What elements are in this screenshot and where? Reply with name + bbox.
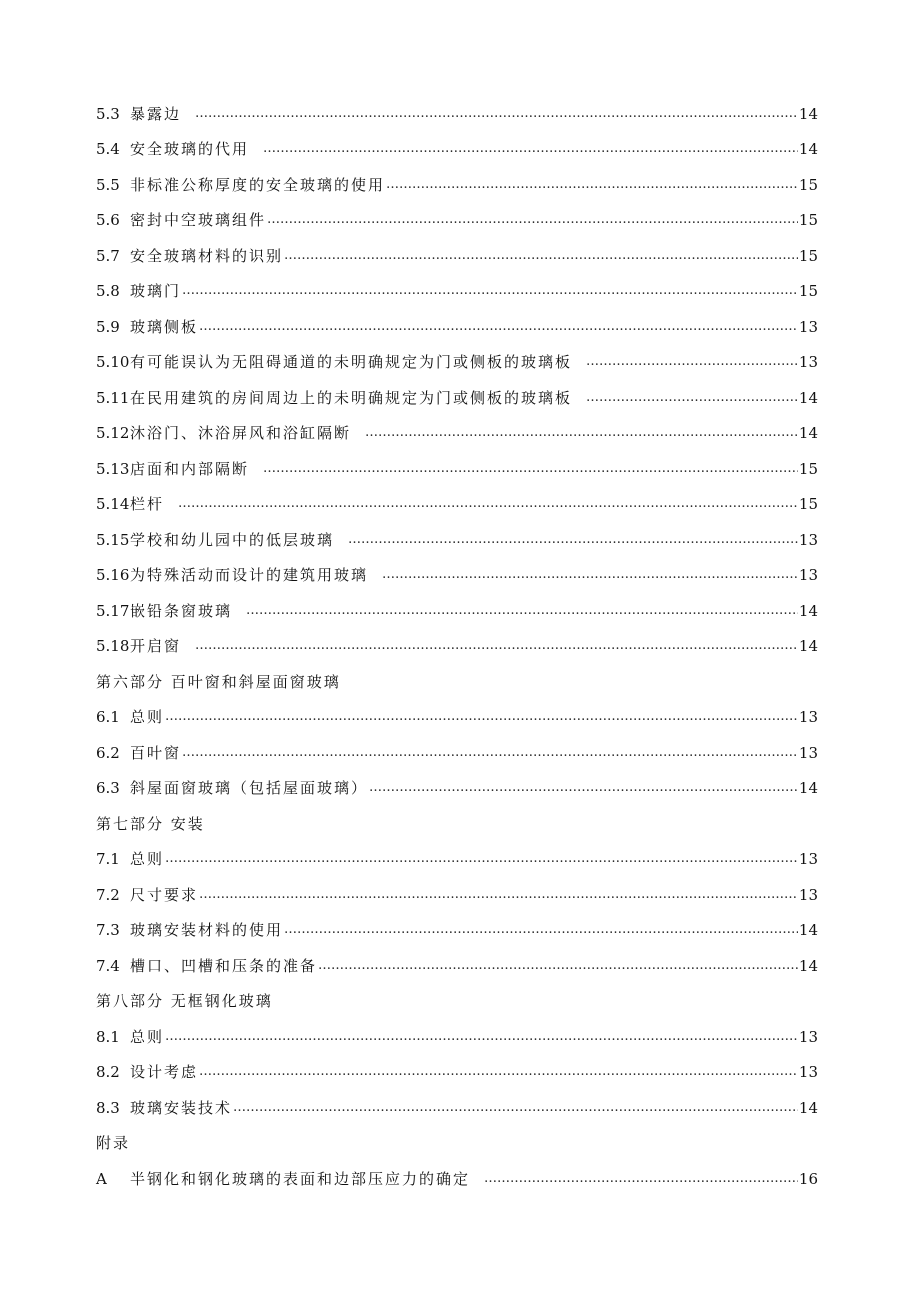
toc-entry[interactable] bbox=[96, 621, 818, 657]
toc-dot-leader bbox=[199, 885, 798, 905]
toc-entry-number: 6.2 bbox=[96, 743, 120, 762]
toc-entry-text: 暴露边 bbox=[130, 104, 182, 123]
toc-entry-text: 第八部分 无框钢化玻璃 bbox=[96, 992, 273, 1010]
toc-dot-leader bbox=[586, 352, 798, 372]
toc-section-heading bbox=[96, 976, 818, 1012]
toc-entry-title bbox=[96, 565, 368, 585]
toc-page-number: 14 bbox=[798, 601, 818, 620]
toc-entry-title bbox=[96, 885, 198, 905]
toc-dot-leader bbox=[195, 636, 798, 656]
toc-dot-leader bbox=[165, 1027, 798, 1047]
toc-entry[interactable] bbox=[96, 266, 818, 302]
toc-entry-number: 5.15 bbox=[96, 530, 130, 549]
toc-dot-leader bbox=[199, 1062, 798, 1082]
toc-entry-number: 7.4 bbox=[96, 956, 120, 975]
toc-entry-title bbox=[96, 956, 317, 976]
toc-page-number: 13 bbox=[798, 743, 818, 762]
toc-entry-number: 6.3 bbox=[96, 779, 120, 797]
toc-page-number: 14 bbox=[798, 424, 818, 442]
toc-dot-leader bbox=[246, 601, 798, 621]
toc-entry-text: 设计考虑 bbox=[130, 1063, 199, 1081]
toc-page-number: 14 bbox=[798, 140, 818, 158]
toc-entry[interactable] bbox=[96, 763, 818, 799]
toc-entry-text: 总则 bbox=[130, 850, 165, 868]
toc-entry[interactable] bbox=[96, 1082, 818, 1118]
toc-entry[interactable] bbox=[96, 1011, 818, 1047]
toc-entry-title bbox=[96, 778, 368, 798]
toc-entry[interactable] bbox=[96, 1153, 818, 1189]
toc-entry-text: 店面和内部隔断 bbox=[130, 459, 250, 478]
toc-entry-text: 槽口、凹槽和压条的准备 bbox=[130, 956, 318, 975]
toc-entry[interactable] bbox=[96, 159, 818, 195]
toc-entry-number: 5.12 bbox=[96, 424, 130, 442]
toc-entry-title bbox=[96, 246, 283, 266]
toc-entry-number: 5.17 bbox=[96, 601, 130, 620]
toc-page-number: 13 bbox=[798, 530, 818, 549]
toc-entry-text: 斜屋面窗玻璃（包括屋面玻璃） bbox=[130, 779, 369, 797]
toc-entry-text: 玻璃安装技术 bbox=[130, 1098, 233, 1117]
toc-dot-leader bbox=[484, 1169, 798, 1189]
toc-dot-leader bbox=[165, 849, 798, 869]
toc-dot-leader bbox=[348, 530, 798, 550]
toc-section-heading bbox=[96, 1118, 818, 1154]
toc-entry[interactable] bbox=[96, 514, 818, 550]
toc-entry[interactable] bbox=[96, 905, 818, 941]
toc-entry-text: 非标准公称厚度的安全玻璃的使用 bbox=[130, 175, 386, 194]
toc-entry-number: A bbox=[96, 1169, 107, 1188]
toc-entry-number: 5.11 bbox=[96, 388, 130, 407]
toc-dot-leader bbox=[318, 956, 798, 976]
toc-entry[interactable] bbox=[96, 479, 818, 515]
toc-dot-leader bbox=[199, 317, 798, 337]
toc-entry-title bbox=[96, 352, 572, 372]
toc-page-number: 14 bbox=[798, 956, 818, 975]
toc-entry-title bbox=[96, 423, 351, 443]
toc-entry-number: 5.16 bbox=[96, 566, 130, 584]
toc-dot-leader bbox=[182, 743, 798, 763]
toc-entry[interactable] bbox=[96, 550, 818, 586]
toc-entry[interactable] bbox=[96, 337, 818, 373]
toc-dot-leader bbox=[233, 1098, 798, 1118]
toc-entry[interactable] bbox=[96, 195, 818, 231]
toc-dot-leader bbox=[284, 920, 798, 940]
toc-entry[interactable] bbox=[96, 408, 818, 444]
toc-entry-number: 5.7 bbox=[96, 246, 120, 265]
toc-entry-title bbox=[96, 1133, 130, 1153]
toc-dot-leader bbox=[182, 281, 798, 301]
toc-entry-title bbox=[96, 707, 164, 727]
toc-entry-title bbox=[96, 814, 205, 834]
toc-section-heading bbox=[96, 798, 818, 834]
toc-entry-number: 5.4 bbox=[96, 140, 120, 158]
toc-entry-text: 总则 bbox=[130, 708, 165, 726]
toc-entry-number: 5.3 bbox=[96, 104, 120, 123]
toc-entry-text: 密封中空玻璃组件 bbox=[130, 211, 267, 229]
toc-entry-number: 7.1 bbox=[96, 850, 120, 868]
toc-entry-text: 玻璃安装材料的使用 bbox=[130, 921, 284, 939]
toc-dot-leader bbox=[267, 210, 798, 230]
toc-page-number: 15 bbox=[798, 175, 818, 194]
toc-dot-leader bbox=[382, 565, 798, 585]
toc-entry-title bbox=[96, 104, 181, 124]
toc-entry-text: 总则 bbox=[130, 1027, 165, 1046]
toc-page-number: 14 bbox=[798, 1098, 818, 1117]
toc-dot-leader bbox=[586, 388, 798, 408]
toc-entry-title bbox=[96, 1062, 198, 1082]
toc-entry-title bbox=[96, 672, 341, 692]
toc-page-number: 13 bbox=[798, 1063, 818, 1081]
toc-dot-leader bbox=[284, 246, 798, 266]
toc-entry-text: 玻璃侧板 bbox=[130, 317, 199, 336]
toc-entry-number: 5.5 bbox=[96, 175, 120, 194]
toc-entry-number: 5.8 bbox=[96, 282, 120, 300]
toc-entry-number: 7.3 bbox=[96, 921, 120, 939]
toc-entry-text: 有可能误认为无阻碍通道的未明确规定为门或侧板的玻璃板 bbox=[130, 353, 573, 371]
toc-entry-title bbox=[96, 1098, 232, 1118]
toc-entry-title bbox=[96, 991, 273, 1011]
toc-page-number: 15 bbox=[798, 495, 818, 513]
toc-entry-number: 8.3 bbox=[96, 1098, 120, 1117]
toc-entry[interactable] bbox=[96, 1047, 818, 1083]
toc-page-number: 15 bbox=[798, 282, 818, 300]
toc-entry-title bbox=[96, 849, 164, 869]
table-of-contents bbox=[96, 88, 818, 1189]
toc-entry-title bbox=[96, 139, 249, 159]
toc-dot-leader bbox=[369, 778, 798, 798]
toc-page-number: 13 bbox=[798, 317, 818, 336]
toc-entry-title bbox=[96, 636, 181, 656]
toc-entry-text: 嵌铅条窗玻璃 bbox=[130, 601, 233, 620]
toc-entry-text: 半钢化和钢化玻璃的表面和边部压应力的确定 bbox=[130, 1169, 471, 1188]
toc-entry-title bbox=[96, 459, 249, 479]
toc-entry-number: 5.6 bbox=[96, 211, 120, 229]
toc-entry-text: 玻璃门 bbox=[130, 282, 182, 300]
toc-entry-number: 7.2 bbox=[96, 885, 120, 904]
toc-entry-title bbox=[96, 1169, 470, 1189]
toc-entry-title bbox=[96, 601, 232, 621]
toc-page-number: 14 bbox=[798, 388, 818, 407]
toc-entry-text: 为特殊活动而设计的建筑用玻璃 bbox=[130, 566, 369, 584]
toc-page-number: 15 bbox=[798, 211, 818, 229]
toc-dot-leader bbox=[263, 139, 798, 159]
toc-entry-text: 第七部分 安装 bbox=[96, 814, 205, 833]
toc-page-number: 13 bbox=[798, 353, 818, 371]
toc-entry-text: 在民用建筑的房间周边上的未明确规定为门或侧板的玻璃板 bbox=[130, 388, 573, 407]
toc-page-number: 13 bbox=[798, 850, 818, 868]
toc-entry-title bbox=[96, 920, 283, 940]
toc-entry-text: 百叶窗 bbox=[130, 743, 182, 762]
toc-dot-leader bbox=[165, 707, 798, 727]
toc-entry-number: 8.2 bbox=[96, 1063, 120, 1081]
toc-entry-title bbox=[96, 175, 385, 195]
toc-entry[interactable] bbox=[96, 88, 818, 124]
toc-entry-number: 5.14 bbox=[96, 495, 130, 513]
toc-page-number: 13 bbox=[798, 708, 818, 726]
toc-entry[interactable] bbox=[96, 372, 818, 408]
toc-entry-title bbox=[96, 494, 164, 514]
toc-page-number: 15 bbox=[798, 246, 818, 265]
toc-page-number: 14 bbox=[798, 104, 818, 123]
toc-entry-title bbox=[96, 388, 572, 408]
toc-entry-text: 开启窗 bbox=[130, 637, 182, 655]
toc-entry[interactable] bbox=[96, 869, 818, 905]
toc-entry[interactable] bbox=[96, 692, 818, 728]
toc-page-number: 13 bbox=[798, 566, 818, 584]
toc-entry-number: 8.1 bbox=[96, 1027, 120, 1046]
toc-entry-text: 学校和幼儿园中的低层玻璃 bbox=[130, 530, 335, 549]
toc-entry-title bbox=[96, 317, 198, 337]
toc-entry-title bbox=[96, 1027, 164, 1047]
toc-entry[interactable] bbox=[96, 443, 818, 479]
toc-entry[interactable] bbox=[96, 727, 818, 763]
toc-page-number: 15 bbox=[798, 459, 818, 478]
toc-page-number: 13 bbox=[798, 885, 818, 904]
toc-entry-title bbox=[96, 210, 266, 230]
toc-entry-text: 沐浴门、沐浴屏风和浴缸隔断 bbox=[130, 424, 352, 442]
toc-entry-number: 5.18 bbox=[96, 637, 130, 655]
toc-entry-text: 安全玻璃材料的识别 bbox=[130, 246, 284, 265]
toc-entry-text: 安全玻璃的代用 bbox=[130, 140, 250, 158]
toc-page-number: 14 bbox=[798, 921, 818, 939]
toc-page-number: 13 bbox=[798, 1027, 818, 1046]
toc-entry-title bbox=[96, 743, 181, 763]
toc-entry[interactable] bbox=[96, 940, 818, 976]
toc-entry[interactable] bbox=[96, 834, 818, 870]
toc-entry[interactable] bbox=[96, 230, 818, 266]
toc-entry-text: 第六部分 百叶窗和斜屋面窗玻璃 bbox=[96, 672, 341, 691]
toc-entry[interactable] bbox=[96, 124, 818, 160]
toc-dot-leader bbox=[263, 459, 798, 479]
toc-entry-number: 6.1 bbox=[96, 708, 120, 726]
toc-dot-leader bbox=[365, 423, 798, 443]
toc-entry[interactable] bbox=[96, 301, 818, 337]
toc-page-number: 14 bbox=[798, 779, 818, 797]
toc-entry-number: 5.10 bbox=[96, 353, 130, 371]
toc-entry-number: 5.13 bbox=[96, 459, 130, 478]
toc-entry-title bbox=[96, 530, 334, 550]
toc-page-number: 14 bbox=[798, 637, 818, 655]
toc-entry-text: 尺寸要求 bbox=[130, 885, 199, 904]
toc-section-heading bbox=[96, 656, 818, 692]
toc-dot-leader bbox=[386, 175, 798, 195]
toc-entry-title bbox=[96, 281, 181, 301]
toc-entry-number: 5.9 bbox=[96, 317, 120, 336]
toc-page-number: 16 bbox=[798, 1169, 818, 1188]
toc-entry-text: 附录 bbox=[96, 1134, 131, 1152]
toc-entry-text: 栏杆 bbox=[130, 495, 165, 513]
toc-entry[interactable] bbox=[96, 585, 818, 621]
toc-dot-leader bbox=[195, 104, 798, 124]
toc-dot-leader bbox=[178, 494, 798, 514]
